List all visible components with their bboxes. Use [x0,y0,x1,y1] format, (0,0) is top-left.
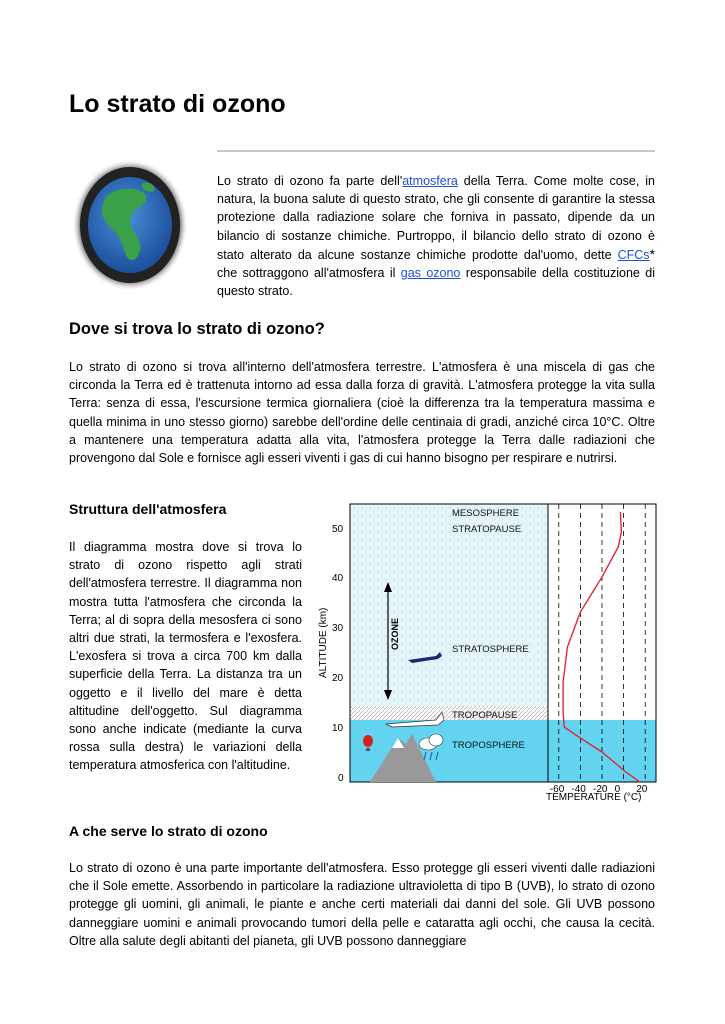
y-tick-40: 40 [332,573,344,584]
y-tick-10: 10 [332,723,344,734]
intro-text-4: responsabile della costituzione di questo strato. [217,266,655,299]
ozone-label: OZONE [390,617,400,650]
paragraph-dove: Lo strato di ozono si trova all'interno dell'atmosfera terrestre. L'atmosfera è una miscela di gas che circonda la Terra ed è trattenuta intorno ad essa dalla forza di gravità. L'atmosfera protegge la vita sulla Terra: senza di essa, l'escursione termica giornaliera (cioè la differenza tra la temperatura massima e quella minima in uno stesso giorno) sarebbe dell'ordine delle centinaia di gradi, anziché circa 10°C. Oltre a mantenere una temperatura adatta alla vita, l'atmosfera protegge la Terra dalle radiazioni che provengono dal Sole e fornisce agli esseri viventi i gas di cui hanno bisogno per respirare e nutrirsi. [69,360,655,466]
atmosphere-diagram [312,498,664,808]
earth-globe-image [70,155,190,295]
label-stratosphere: STRATOSPHERE [452,644,529,655]
intro-paragraph [217,172,655,300]
stratosphere-band [350,504,548,714]
y-tick-20: 20 [332,673,344,684]
label-troposphere: TROPOSPHERE [452,740,525,751]
x-tick-label: -20 [593,784,608,795]
atmosfera-link[interactable]: atmosfera [402,174,458,188]
x-tick-label: -40 [571,784,586,795]
y-tick-50: 50 [332,524,344,535]
intro-text-2: della Terra. Come molte cose, in natura, la buona salute di questo strato, che gli consente di garantire la stessa protezione dalla radiazione solare che forniva in passato, dipende da un bilancio di sostanze chimiche. Purtroppo, il bilancio dello strato di ozono è stato alterato da alcune sostanze chimiche prodotte dal'uomo, dette [217,174,655,262]
cfcs-link[interactable]: CFCs [617,247,650,262]
x-tick-label: 20 [636,784,648,795]
x-tick-label: 0 [614,784,621,795]
y-tick-0: 0 [338,773,344,784]
label-stratopause: STRATOPAUSE [452,524,522,535]
intro-text-1: Lo strato di ozono fa parte dell' [217,174,403,188]
x-axis-label: TEMPERATURE (°C) [546,792,642,803]
heading-dove: Dove si trova lo strato di ozono? [69,320,325,338]
paragraph-struttura: Il diagramma mostra dove si trova lo strato di ozono rispetto agli strati dell'atmosfera terrestre. Il diagramma non mostra tutta l'atmosfera che circonda la Terra; al di sopra della mesosfera ci sono altri due strati, la termosfera e l'exosfera. L'exosfera si trova a circa 700 km dalla superficie della Terra. La distanza tra un oggetto e il livello del mare è detta altitudine dell'oggetto. Sul diagramma sono anche indicate (mediante la curva rossa sulla destra) le variazioni della temperatura atmosferica con l'altitudine. [69,540,302,773]
label-tropopause: TROPOPAUSE [452,710,518,721]
intro-text-3: che sottraggono all'atmosfera il [217,266,401,281]
x-tick-label: -60 [549,784,565,795]
page-title: Lo strato di ozono [69,90,286,118]
label-mesosphere: MESOSPHERE [452,508,520,519]
y-tick-30: 30 [332,623,344,634]
y-axis-label: ALTITUDE (km) [318,607,329,678]
title-rule [217,150,655,152]
tropopause-band [350,706,548,720]
gas-ozono-link[interactable]: gas ozono [400,266,461,281]
footnote-star: * [649,245,655,262]
paragraph-serve: Lo strato di ozono è una parte importante dell'atmosfera. Esso protegge gli esseri viventi dalle radiazioni che il Sole emette. Assorbendo in particolare la radiazione ultravioletta di tipo B (UVB), lo strato di ozono protegge gli uomini, gli animali, le piante e anche certi materiali dai danni del sole. Gli UVB possono danneggiare uomini e animali provocando tumori della pelle e cataratta agli occhi, che causa la cecità. Oltre alla salute degli abitanti del pianeta, gli UVB possono danneggiare [69,861,655,948]
heading-struttura: Struttura dell'atmosfera [69,501,227,517]
heading-serve: A che serve lo strato di ozono [69,823,268,839]
y-ticks [332,524,344,784]
